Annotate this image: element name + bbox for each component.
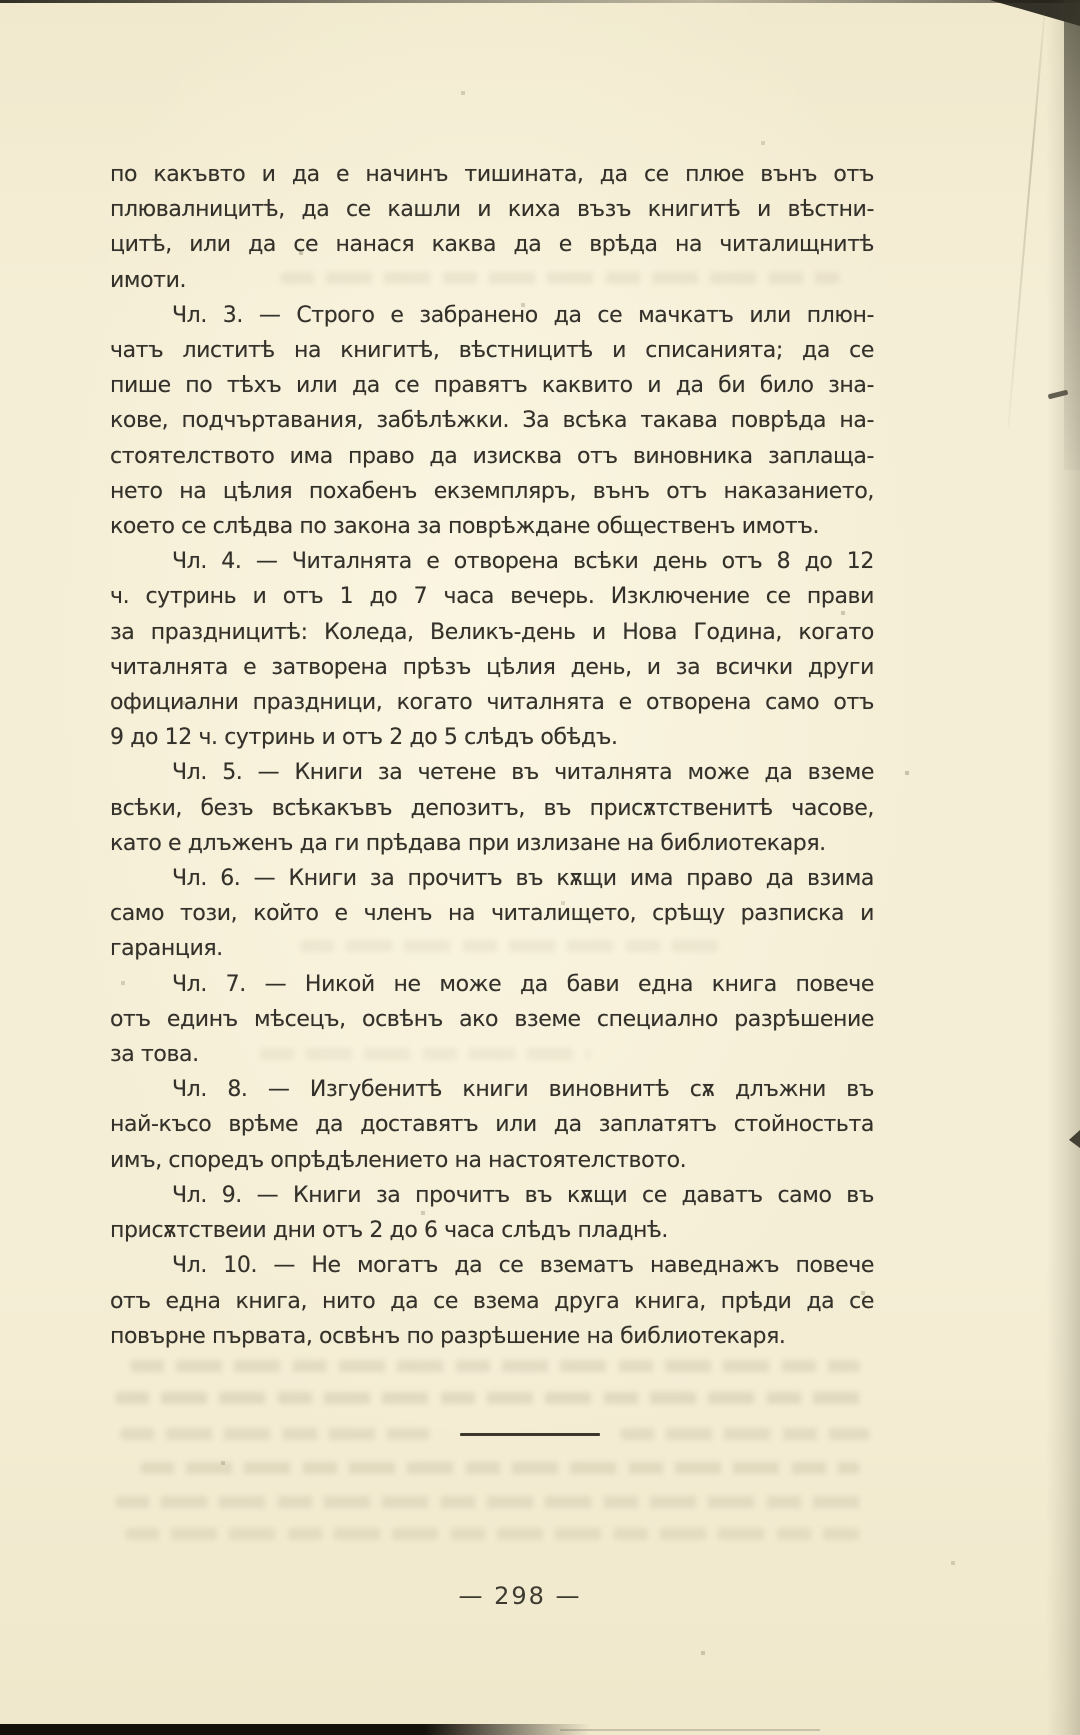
bleedthrough-ghost-line [115, 1392, 865, 1404]
scan-bottom-edge-tail [560, 1729, 820, 1731]
text-line: Чл. 5. — Книги за четене въ читалнята може да вземе [172, 760, 874, 786]
bleedthrough-ghost-line [125, 1528, 860, 1540]
text-line: по какъвто и да е начинъ тишината, да се плюе вънъ отъ [110, 162, 874, 187]
scan-right-edge-dark [1064, 0, 1080, 470]
text-line: цитѣ, или да се нанася каква да е врѣда на читалищнитѣ [110, 232, 874, 258]
page-crease [1007, 8, 1046, 427]
text-line: най-късо врѣме да доставятъ или да заплатятъ стойностьта [110, 1112, 874, 1138]
paragraph [110, 544, 874, 755]
text-line: кове, подчъртавания, забѣлѣжки. За всѣка такава поврѣда на- [110, 408, 874, 434]
bleedthrough-ghost-line [300, 940, 720, 952]
text-line: Чл. 6. — Книги за прочитъ въ кѫщи има право да взима [172, 866, 874, 892]
text-line: отъ една книга, нито да се взема друга книга, прѣди да се [110, 1288, 874, 1314]
text-line: повърне първата, освѣнъ по разрѣшение на библиотекаря. [110, 1323, 786, 1349]
text-line: Чл. 10. — Не могатъ да се взематъ наведнажъ повече [172, 1253, 874, 1279]
text-line: присѫтствеии дни отъ 2 до 6 часа слѣдъ пладнѣ. [110, 1218, 668, 1244]
text-line: за праздницитѣ: Коледа, Великъ-день и Нова Година, когато [110, 619, 874, 645]
text-line: чатъ листитѣ на книгитѣ, вѣстницитѣ и списанията; да се [110, 338, 874, 364]
paragraph [110, 1072, 874, 1178]
text-block [110, 157, 874, 1354]
text-line: читалнята е затворена прѣзъ цѣлия день, и за всички други [110, 654, 874, 680]
paragraph [110, 298, 874, 544]
page-number: — 298 — [458, 1582, 582, 1610]
text-line: само този, който е членъ на читалището, срѣщу разписка и [110, 901, 874, 927]
bleedthrough-ghost-line [140, 1462, 860, 1474]
paragraph [110, 1248, 874, 1354]
bleedthrough-ghost-line [620, 1428, 870, 1440]
text-line: нето на цѣлия похабенъ екземпляръ, вънъ отъ наказанието, [110, 478, 874, 504]
text-line: за това. [110, 1042, 199, 1068]
bleedthrough-ghost-line [115, 1496, 870, 1508]
text-line: гаранция. [110, 936, 223, 962]
scan-top-edge [0, 0, 1080, 3]
text-line: официални праздници, когато читалнята е отворена само отъ [110, 690, 874, 716]
text-line: Чл. 7. — Никой не може да бави една книга повече [172, 971, 874, 997]
text-line: имъ, споредъ опрѣдѣлението на настоятелството. [110, 1147, 687, 1173]
paragraph [110, 1178, 874, 1248]
text-line: Чл. 9. — Книги за прочитъ въ кѫщи се даватъ само въ [172, 1182, 874, 1208]
text-line: ч. сутринь и отъ 1 до 7 часа вечерь. Изключение се прави [110, 584, 874, 610]
text-line: пише по тѣхъ или да се правятъ каквито и да би било зна- [110, 373, 874, 399]
text-line: Чл. 3. — Строго е забранено да се мачкатъ или плюн- [172, 302, 874, 328]
scan-bottom-edge [0, 1724, 590, 1735]
bleedthrough-ghost-line [260, 1048, 590, 1060]
section-divider-rule [460, 1433, 600, 1436]
paragraph [110, 755, 874, 861]
paper-speckles [0, 0, 2, 2]
text-line: Чл. 4. — Читалнята е отворена всѣки день отъ 8 до 12 [172, 549, 874, 575]
text-line: Чл. 8. — Изгубенитѣ книги виновнитѣ сѫ длъжни въ [172, 1077, 874, 1103]
text-line: 9 до 12 ч. сутринь и отъ 2 до 5 слѣдъ обѣдъ. [110, 725, 618, 751]
text-line: имоти. [110, 267, 187, 293]
text-line: като е длъженъ да ги прѣдава при излизане на библиотекаря. [110, 830, 826, 856]
text-line: плювалницитѣ, да се кашли и киха възъ книгитѣ и вѣстни- [110, 197, 874, 223]
text-line: което се слѣдва по закона за поврѣждане общественъ имотъ. [110, 514, 820, 540]
text-line: отъ единъ мѣсецъ, освѣнъ ако вземе специално разрѣшение [110, 1006, 874, 1032]
text-line: всѣки, безъ всѣкакъвъ депозитъ, въ присѫтственитѣ часове, [110, 795, 874, 821]
text-line: стоятелството има право да изисква отъ виновника заплаща- [110, 443, 874, 469]
bleedthrough-ghost-line [280, 272, 840, 284]
bleedthrough-ghost-line [130, 1360, 860, 1372]
bleedthrough-ghost-line [120, 1428, 430, 1440]
